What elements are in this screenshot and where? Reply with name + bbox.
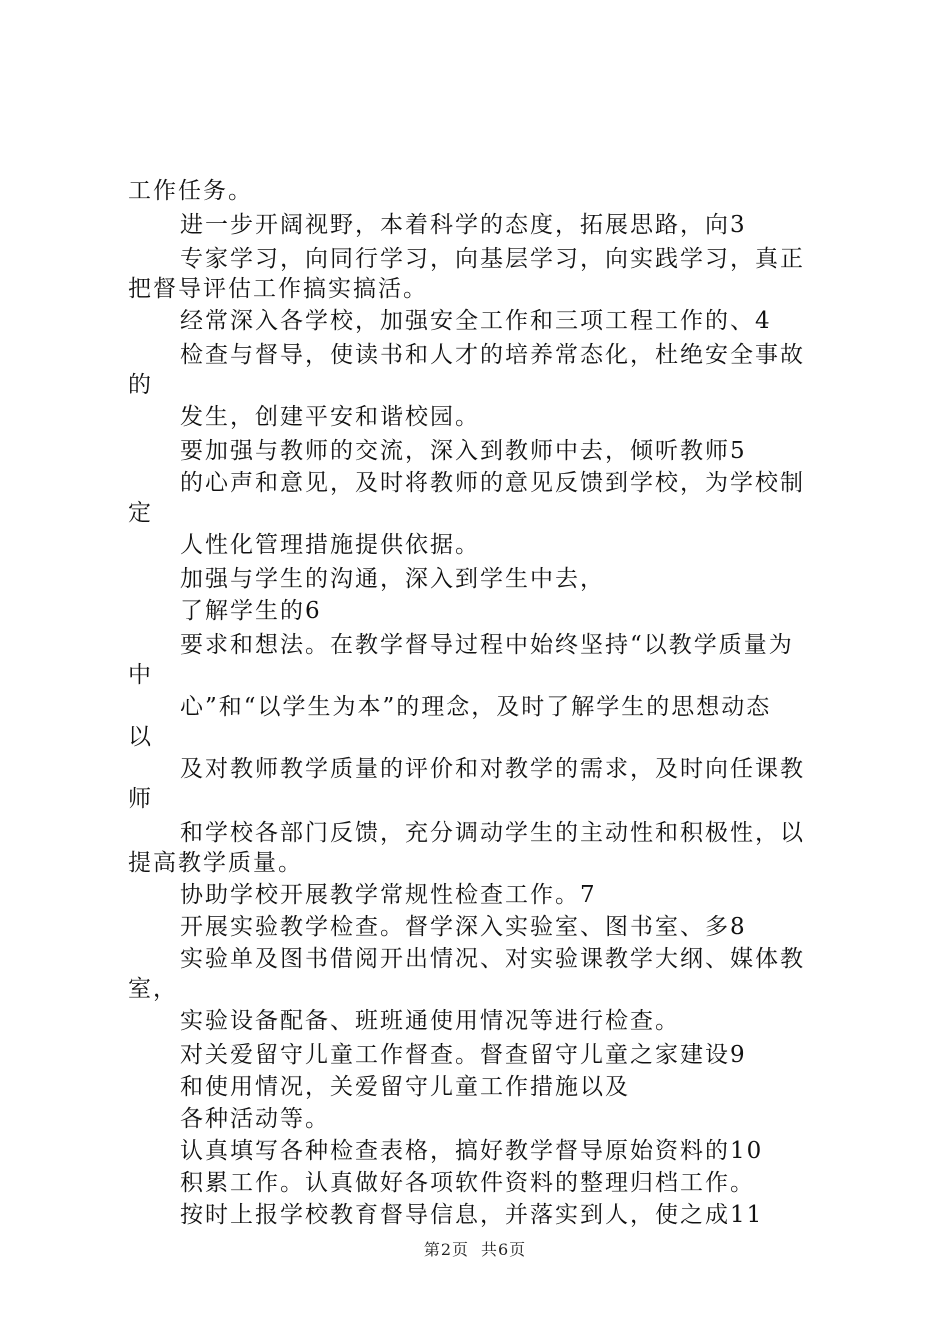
text-line: 积累工作。认真做好各项软件资料的整理归档工作。 — [180, 1170, 755, 1196]
text-line: 和学校各部门反馈，充分调动学生的主动性和积极性，以 — [180, 820, 805, 846]
text-line: 实验单及图书借阅开出情况、对实验课教学大纲、媒体教 — [180, 946, 805, 972]
text-line: 的心声和意见，及时将教师的意见反馈到学校，为学校制 — [180, 470, 805, 496]
text-line: 人性化管理措施提供依据。 — [180, 532, 480, 558]
text-line: 经常深入各学校，加强安全工作和三项工程工作的、4 — [180, 308, 772, 334]
text-line: 进一步开阔视野，本着科学的态度，拓展思路，向3 — [180, 212, 747, 238]
text-line: 提高教学质量。 — [128, 850, 303, 876]
text-line: 按时上报学校教育督导信息，并落实到人，使之成11 — [180, 1202, 764, 1228]
text-line: 各种活动等。 — [180, 1106, 330, 1132]
text-line: 要加强与教师的交流，深入到教师中去，倾听教师5 — [180, 438, 747, 464]
page-total: 共6页 — [481, 1240, 527, 1259]
text-line: 要求和想法。在教学督导过程中始终坚持“以教学质量为 — [180, 632, 794, 658]
text-line: 定 — [128, 500, 153, 526]
text-line: 加强与学生的沟通，深入到学生中去， — [180, 566, 605, 592]
text-line: 对关爱留守儿童工作督查。督查留守儿童之家建设9 — [180, 1042, 747, 1068]
text-line: 实验设备配备、班班通使用情况等进行检查。 — [180, 1008, 680, 1034]
text-line: 认真填写各种检查表格，搞好教学督导原始资料的10 — [180, 1138, 764, 1164]
page-footer — [0, 1240, 950, 1260]
text-line: 及对教师教学质量的评价和对教学的需求，及时向任课教 — [180, 756, 805, 782]
text-line: 检查与督导，使读书和人才的培养常态化，杜绝安全事故 — [180, 342, 805, 368]
page-number: 第2页 — [423, 1240, 469, 1259]
text-line: 开展实验教学检查。督学深入实验室、图书室、多8 — [180, 914, 747, 940]
text-line: 了解学生的6 — [180, 598, 322, 624]
text-line: 的 — [128, 372, 153, 398]
text-line: 心”和“以学生为本”的理念，及时了解学生的思想动态 — [180, 694, 772, 720]
text-line: 中 — [128, 662, 153, 688]
text-line: 发生，创建平安和谐校园。 — [180, 404, 480, 430]
text-line: 工作任务。 — [128, 178, 253, 204]
text-line: 师 — [128, 786, 153, 812]
text-line: 把督导评估工作搞实搞活。 — [128, 276, 428, 302]
text-line: 和使用情况，关爱留守儿童工作措施以及 — [180, 1074, 630, 1100]
text-line: 协助学校开展教学常规性检查工作。7 — [180, 882, 597, 908]
text-line: 专家学习，向同行学习，向基层学习，向实践学习，真正 — [180, 246, 805, 272]
text-line: 以 — [128, 724, 153, 750]
text-line: 室， — [128, 976, 178, 1002]
